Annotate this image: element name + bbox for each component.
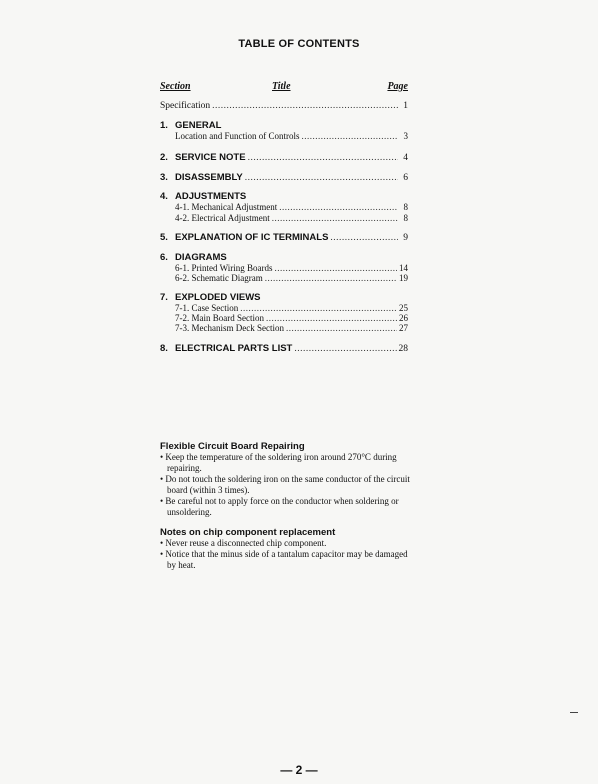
chip-notes-heading: Notes on chip component replacement — [160, 527, 336, 538]
flex-repair-bullet: • Keep the temperature of the soldering iron around 270°C during repairing. — [160, 452, 397, 473]
page-number: — 2 — — [280, 763, 318, 777]
margin-mark — [570, 712, 578, 713]
column-header-page: Page — [387, 81, 408, 92]
toc-subentry: 7-2. Main Board Section ..... 26 — [175, 313, 408, 324]
column-header-title: Title — [272, 81, 291, 92]
toc-subentry: 4-1. Mechanical Adjustment ..... 8 — [175, 202, 408, 213]
toc-section-heading: 1. GENERAL — [160, 120, 222, 131]
chip-notes-bullet: • Notice that the minus side of a tantalum capacitor may be damaged by heat. — [160, 549, 408, 570]
toc-section-heading: 7. EXPLODED VIEWS — [160, 292, 261, 303]
toc-section-entry: 3. DISASSEMBLY ..... 6 — [160, 172, 408, 184]
toc-subentry: Location and Function of Controls ..... 3 — [175, 131, 408, 142]
toc-section-heading: 4. ADJUSTMENTS — [160, 191, 247, 202]
toc-subentry: 6-2. Schematic Diagram ..... 19 — [175, 273, 408, 284]
toc-section-entry: 8. ELECTRICAL PARTS LIST ..... 28 — [160, 343, 408, 355]
flex-repair-heading: Flexible Circuit Board Repairing — [160, 441, 305, 452]
toc-subentry: 4-2. Electrical Adjustment ..... 8 — [175, 213, 408, 224]
toc-section-heading: 6. DIAGRAMS — [160, 252, 227, 263]
toc-subentry: 7-3. Mechanism Deck Section ..... 27 — [175, 323, 408, 334]
flex-repair-bullet: • Do not touch the soldering iron on the same conductor of the circuit board (within 3 times). — [160, 474, 410, 495]
toc-section-entry: 5. EXPLANATION OF IC TERMINALS ..... 9 — [160, 232, 408, 244]
page-title: TABLE OF CONTENTS — [238, 38, 360, 50]
toc-subentry: 6-1. Printed Wiring Boards ..... 14 — [175, 263, 408, 274]
column-header-section: Section — [160, 81, 191, 92]
toc-section-entry: 2. SERVICE NOTE ..... 4 — [160, 152, 408, 164]
toc-subentry: 7-1. Case Section ..... 25 — [175, 303, 408, 314]
chip-notes-bullet: • Never reuse a disconnected chip component. — [160, 538, 327, 548]
flex-repair-bullet: • Be careful not to apply force on the conductor when soldering or unsoldering. — [160, 496, 399, 517]
toc-entry-specification: Specification ..... 1 — [160, 101, 408, 112]
